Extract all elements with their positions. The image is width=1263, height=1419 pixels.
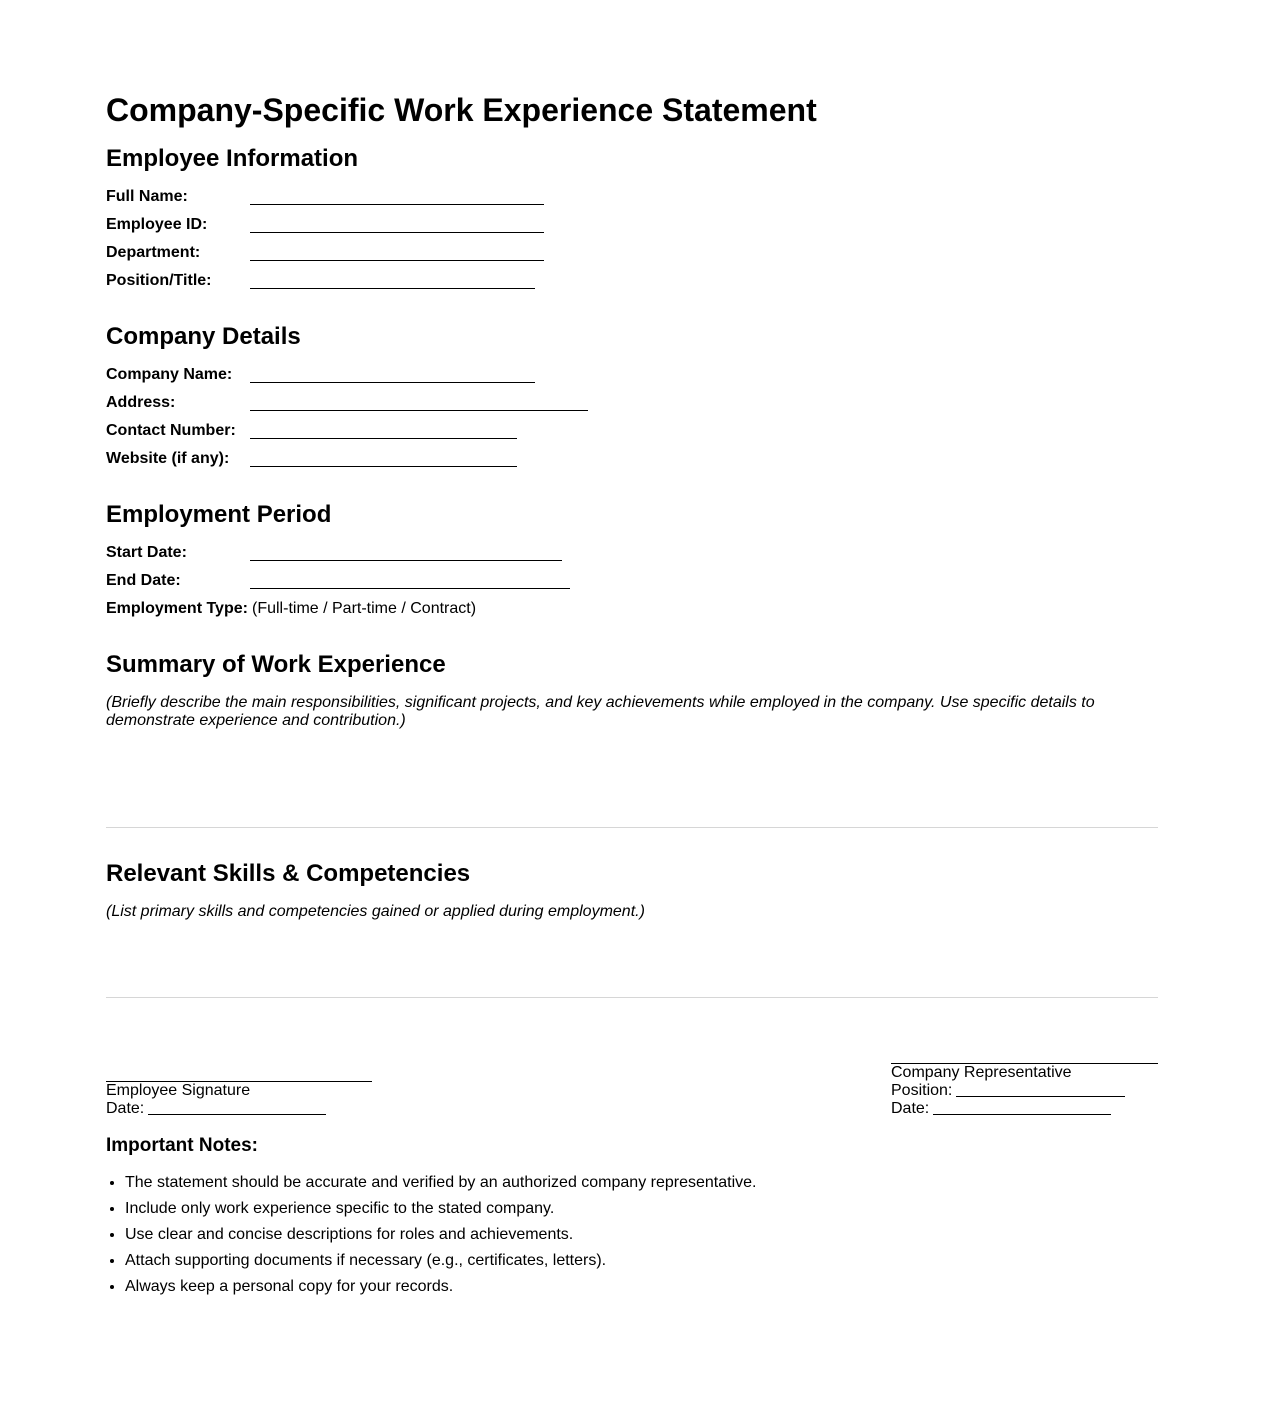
employment-type-field[interactable] [106,598,806,620]
employee-date-label: Date: [106,1100,145,1117]
representative-position-row[interactable] [891,1082,1158,1100]
position-title-line[interactable] [250,288,535,289]
employee-id-field[interactable] [106,214,806,236]
representative-signature-block [891,1063,1158,1118]
website-field[interactable] [106,448,806,470]
representative-position-label: Position: [891,1082,953,1099]
representative-date-label: Date: [891,1100,930,1117]
representative-position-line[interactable] [956,1096,1125,1097]
position-title-field[interactable] [106,270,806,292]
address-label: Address: [106,394,176,411]
employee-id-line[interactable] [250,232,544,233]
representative-date-line[interactable] [933,1114,1111,1115]
skills-divider [106,997,1158,998]
important-notes-heading: Important Notes: [106,1135,258,1156]
employment-type-label: Employment Type: [106,600,248,617]
note-item: • Use clear and concise descriptions for roles and achievements. [125,1222,1025,1248]
department-label: Department: [106,244,201,261]
full-name-label: Full Name: [106,188,188,205]
contact-number-line[interactable] [250,438,517,439]
department-line[interactable] [250,260,544,261]
summary-hint: (Briefly describe the main responsibilities, significant projects, and key achievements while employed in the company. Use specific details to demonstrate experience and contribution.) [106,694,1095,729]
note-item: • The statement should be accurate and verified by an authorized company representative. [125,1170,1025,1196]
summary-divider [106,827,1158,828]
note-item: • Attach supporting documents if necessary (e.g., certificates, letters). [125,1248,1025,1274]
employment-period-heading: Employment Period [106,501,332,528]
representative-signature-caption: Company Representative [891,1064,1072,1081]
full-name-line[interactable] [250,204,544,205]
address-field[interactable] [106,392,806,414]
website-line[interactable] [250,466,517,467]
start-date-line[interactable] [250,560,562,561]
company-name-field[interactable] [106,364,806,386]
important-notes-list [106,1170,1025,1300]
address-line[interactable] [250,410,588,411]
company-name-line[interactable] [250,382,535,383]
department-field[interactable] [106,242,806,264]
company-name-label: Company Name: [106,366,233,383]
company-details-heading: Company Details [106,323,301,350]
employee-signature-block [106,1081,386,1118]
note-item: • Always keep a personal copy for your records. [125,1274,1025,1300]
summary-heading: Summary of Work Experience [106,651,446,678]
employee-info-heading: Employee Information [106,145,359,172]
document-title: Company-Specific Work Experience Statement [106,92,817,128]
representative-date-row[interactable] [891,1100,1158,1118]
employee-signature-caption: Employee Signature [106,1082,251,1099]
start-date-label: Start Date: [106,544,187,561]
employment-type-options: (Full-time / Part-time / Contract) [252,600,477,617]
end-date-field[interactable] [106,570,806,592]
position-title-label: Position/Title: [106,272,212,289]
end-date-label: End Date: [106,572,181,589]
contact-number-field[interactable] [106,420,806,442]
employee-date-row[interactable] [106,1100,386,1118]
end-date-line[interactable] [250,588,570,589]
note-item: • Include only work experience specific to the stated company. [125,1196,1025,1222]
employee-id-label: Employee ID: [106,216,208,233]
website-label: Website (if any): [106,450,230,467]
employee-date-line[interactable] [148,1114,326,1115]
start-date-field[interactable] [106,542,806,564]
full-name-field[interactable] [106,186,806,208]
skills-hint: (List primary skills and competencies gained or applied during employment.) [106,903,645,920]
contact-number-label: Contact Number: [106,422,236,439]
skills-heading: Relevant Skills & Competencies [106,860,471,887]
